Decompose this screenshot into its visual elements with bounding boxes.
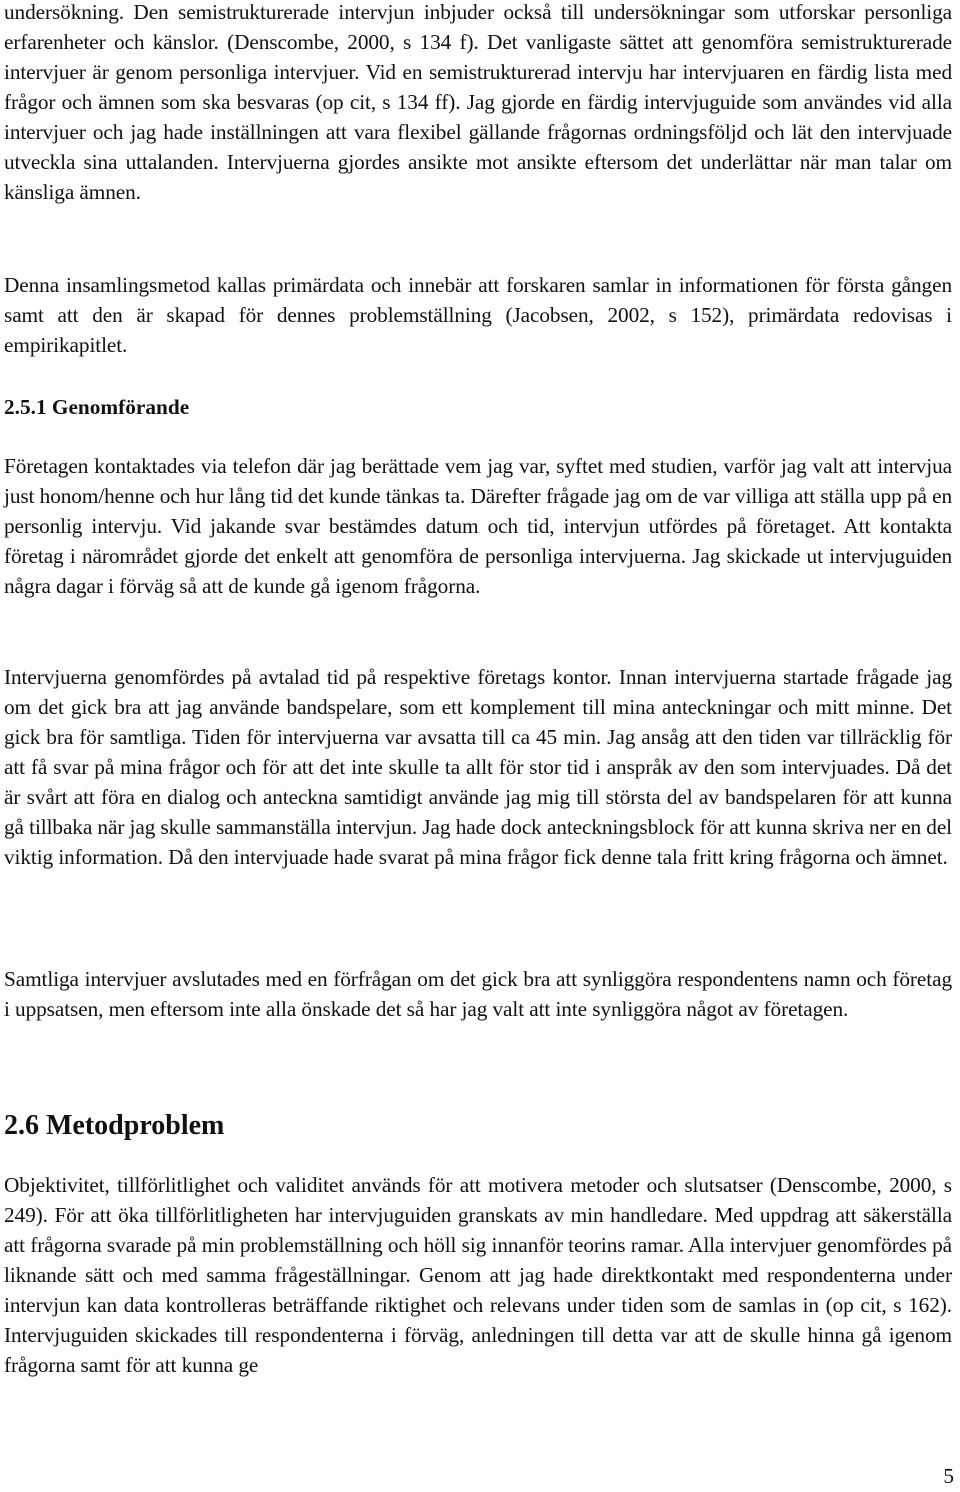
paragraph-method-problems: Objektivitet, tillförlitlighet och validitet används för att motivera metoder och slutsatser (Denscombe, 2000, s 249). För att öka tillförlitligheten har intervjuguiden granskats av min handledare. Med uppdrag att säkerställa att frågorna svarade på min problemställning och höll sig innanför teorins ramar. Alla intervjuer genomfördes på liknande sätt och med samma frågeställningar. Genom att jag hade direktkontakt med respondenterna under intervjun kan data kontrolleras beträffande riktighet och relevans under tiden som de samlas in (op cit, s 162). Intervjuguiden skickades till respondenterna i förväg, anledningen till detta var att de skulle hinna gå igenom frågorna samt för att kunna ge [4,1173,952,1377]
section-heading-genomforande: 2.5.1 Genomförande [4,395,190,419]
paragraph-interview-execution: Intervjuerna genomfördes på avtalad tid på respektive företags kontor. Innan intervjuerna startade frågade jag om det gick bra att jag använde bandspelare, som ett komplement till mina anteckningar och mitt minne. Det gick bra för samtliga. Tiden för intervjuerna var avsatta till ca 45 min. Jag ansåg att den tiden var tillräcklig för att få svar på mina frågor och för att det inte skulle ta allt för stor tid i anspråk av den som intervjuades. Då det är svårt att föra en dialog och anteckna samtidigt använde jag mig till största del av bandspelaren för att kunna gå tillbaka när jag skulle sammanställa intervjun. Jag hade dock anteckningsblock för att kunna skriva ner en del viktig information. Då den intervjuade hade svarat på mina frågor fick denne tala fritt kring frågorna och ämnet. [4,665,952,869]
paragraph-interview-closing: Samtliga intervjuer avslutades med en förfrågan om det gick bra att synliggöra respondentens namn och företag i uppsatsen, men eftersom inte alla önskade det så har jag valt att inte synliggöra något av företagen. [4,967,952,1021]
paragraph-intro: undersökning. Den semistrukturerade intervjun inbjuder också till undersökningar som utforskar personliga erfarenheter och känslor. (Denscombe, 2000, s 134 f). Det vanligaste sättet att genomföra semistrukturerade intervjuer är genom personliga intervjuer. Vid en semistrukturerad intervju har intervjuaren en färdig lista med frågor och ämnen som ska besvaras (op cit, s 134 ff). Jag gjorde en färdig intervjuguide som användes vid alla intervjuer och jag hade inställningen att vara flexibel gällande frågornas ordningsföljd och lät den intervjuade utveckla sina uttalanden. Intervjuerna gjordes ansikte mot ansikte eftersom det underlättar när man talar om känsliga ämnen. [4,0,952,204]
section-heading-metodproblem: 2.6 Metodproblem [4,1110,225,1141]
paragraph-company-contact: Företagen kontaktades via telefon där jag berättade vem jag var, syftet med studien, varför jag valt att intervjua just honom/henne och hur lång tid det kunde tänkas ta. Därefter frågade jag om de var villiga att ställa upp på en personlig intervju. Vid jakande svar bestämdes datum och tid, intervjun utfördes på företaget. Att kontakta företag i närområdet gjorde det enkelt att genomföra de personliga intervjuerna. Jag skickade ut intervjuguiden några dagar i förväg så att de kunde gå igenom frågorna. [4,454,952,598]
paragraph-primary-data: Denna insamlingsmetod kallas primärdata och innebär att forskaren samlar in informationen för första gången samt att den är skapad för dennes problemställning (Jacobsen, 2002, s 152), primärdata redovisas i empirikapitlet. [4,273,952,357]
page-number: 5 [943,1464,954,1488]
